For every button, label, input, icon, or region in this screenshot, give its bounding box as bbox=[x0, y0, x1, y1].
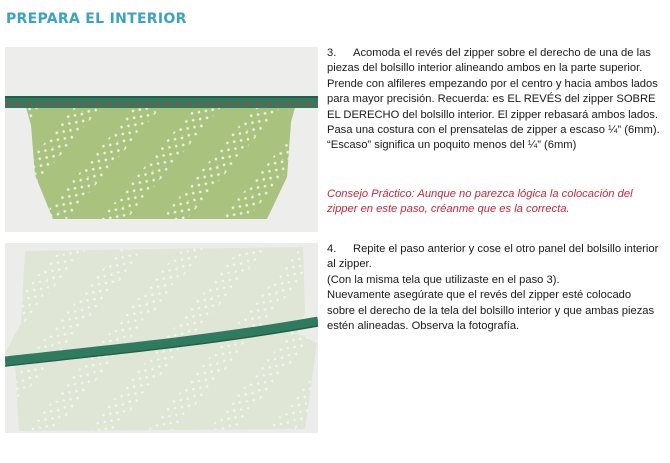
section-heading: PREPARA EL INTERIOR bbox=[6, 11, 187, 27]
step-4-text bbox=[327, 242, 662, 334]
step-4-note: (Con la misma tela que utilizaste en el paso 3). bbox=[327, 273, 560, 286]
step-4-photo bbox=[5, 243, 318, 433]
step-3-body: Acomoda el revés del zipper sobre el derecho de una de las piezas del bolsillo interior alineando ambos en la parte superior. Prende con alfileres empezando por el centro y hacia ambos lados para mayor precisión. Recuerda: es EL REVÉS del zipper SOBRE EL DERECHO del bolsillo interior. El zipper rebasará ambos lados. Pasa una costura con el prensatelas de zipper a escaso ¼” (6mm). “Escaso” significa un poquito menos del ¼” (6mm) bbox=[327, 47, 660, 152]
step-4-extra: Nuevamente asegúrate que el revés del zipper esté colocado sobre el derecho de la tela del bolsillo interior y que ambas piezas estén alineadas. Observa la fotografía. bbox=[327, 289, 655, 333]
step-3-photo-illustration bbox=[5, 47, 318, 232]
step-4-photo-illustration bbox=[5, 243, 318, 433]
step-3-text bbox=[327, 46, 662, 154]
step-3-number: 3. bbox=[327, 47, 337, 59]
step-4-body: Repite el paso anterior y cose el otro panel del bolsillo interior al zipper. bbox=[327, 243, 659, 271]
step-3-photo bbox=[5, 47, 318, 232]
tip-text: Consejo Práctico: Aunque no parezca lógica la colocación del zipper en este paso, créanme que es la correcta. bbox=[327, 188, 633, 216]
step-4-number: 4. bbox=[327, 243, 337, 255]
